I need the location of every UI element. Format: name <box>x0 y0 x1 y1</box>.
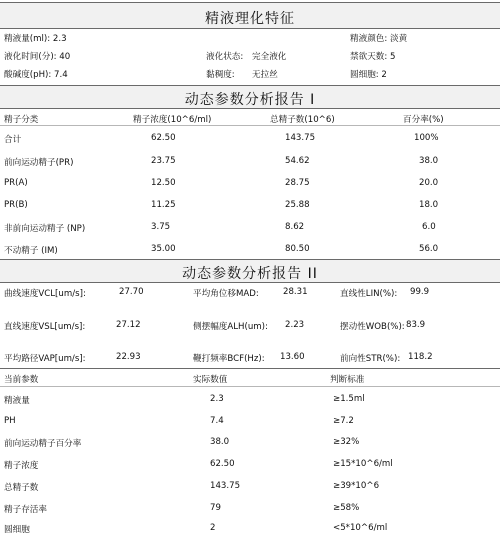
semen-color: 精液颜色: 淡黄 <box>350 34 408 44</box>
vap-value: 22.93 <box>116 352 141 362</box>
standard-cell: <5*10^6/ml <box>333 523 388 533</box>
category-cell: 非前向运动精子 (NP) <box>4 224 86 234</box>
liquefaction-state-value: 完全液化 <box>252 52 287 62</box>
divider <box>0 125 500 126</box>
category-cell: 前向运动精子(PR) <box>4 158 74 168</box>
str-value: 118.2 <box>408 352 433 362</box>
mad-label: 平均角位移MAD: <box>193 289 259 299</box>
column-header: 总精子数(10^6) <box>270 115 335 125</box>
vcl-value: 27.70 <box>119 287 144 297</box>
percent-cell: 20.0 <box>419 178 439 188</box>
total-cell: 143.75 <box>285 133 316 143</box>
section-title-dynamic-2: 动态参数分析报告 II <box>182 266 318 282</box>
parameter-cell: 精子浓度 <box>4 461 39 471</box>
viscosity-value: 无拉丝 <box>252 70 278 80</box>
total-cell: 28.75 <box>285 178 310 188</box>
actual-value-cell: 143.75 <box>210 481 241 491</box>
standard-cell: ≥7.2 <box>333 416 354 426</box>
semen-volume: 精液量(ml): 2.3 <box>4 34 67 44</box>
actual-value-cell: 79 <box>210 503 221 513</box>
divider <box>0 282 500 283</box>
section-title-physicochemical: 精液理化特征 <box>205 11 295 27</box>
actual-value-cell: 62.50 <box>210 459 235 469</box>
total-cell: 25.88 <box>285 200 310 210</box>
category-cell: 合计 <box>4 135 22 145</box>
wob-value: 83.9 <box>406 320 426 330</box>
standard-cell: ≥32% <box>333 437 360 447</box>
standard-cell: ≥15*10^6/ml <box>333 459 393 469</box>
alh-value: 2.23 <box>285 320 305 330</box>
parameter-cell: 前向运动精子百分率 <box>4 439 82 449</box>
bcf-value: 13.60 <box>280 352 305 362</box>
vcl-label: 曲线速度VCL[um/s]: <box>4 289 86 299</box>
bcf-label: 鞭打频率BCF(Hz): <box>193 354 265 364</box>
concentration-cell: 3.75 <box>151 222 171 232</box>
column-header: 当前参数 <box>4 375 39 385</box>
column-header: 精子分类 <box>4 115 39 125</box>
divider <box>0 28 500 29</box>
percent-cell: 100% <box>414 133 439 143</box>
column-header: 百分率(%) <box>403 115 444 125</box>
standard-cell: ≥1.5ml <box>333 394 365 404</box>
ph-value: 酸碱度(pH): 7.4 <box>4 70 68 80</box>
concentration-cell: 11.25 <box>151 200 176 210</box>
total-cell: 8.62 <box>285 222 305 232</box>
lin-label: 直线性LIN(%): <box>340 289 398 299</box>
actual-value-cell: 38.0 <box>210 437 230 447</box>
vsl-label: 直线速度VSL[um/s]: <box>4 322 86 332</box>
column-header: 实际数值 <box>193 375 228 385</box>
liquefaction-time: 液化时间(分): 40 <box>4 52 71 62</box>
category-cell: 不动精子 (IM) <box>4 246 58 256</box>
str-label: 前向性STR(%): <box>340 354 401 364</box>
mad-value: 28.31 <box>283 287 308 297</box>
wob-label: 摆动性WOB(%): <box>340 322 405 332</box>
parameter-cell: 精液量 <box>4 396 30 406</box>
category-cell: PR(B) <box>4 200 28 210</box>
concentration-cell: 62.50 <box>151 133 176 143</box>
percent-cell: 6.0 <box>422 222 436 232</box>
abstinence-days: 禁欲天数: 5 <box>350 52 396 62</box>
percent-cell: 38.0 <box>419 156 439 166</box>
divider <box>0 368 500 369</box>
actual-value-cell: 7.4 <box>210 416 224 426</box>
column-header: 判断标准 <box>330 375 365 385</box>
vap-label: 平均路径VAP[um/s]: <box>4 354 86 364</box>
section-title-dynamic-1: 动态参数分析报告 I <box>184 92 316 108</box>
concentration-cell: 23.75 <box>151 156 176 166</box>
round-cells: 圆细胞: 2 <box>350 70 387 80</box>
divider <box>0 108 500 109</box>
parameter-cell: 精子存活率 <box>4 505 47 515</box>
concentration-cell: 35.00 <box>151 244 176 254</box>
category-cell: PR(A) <box>4 178 28 188</box>
actual-value-cell: 2.3 <box>210 394 224 404</box>
standard-cell: ≥58% <box>333 503 360 513</box>
parameter-cell: 圆细胞 <box>4 525 30 535</box>
total-cell: 80.50 <box>285 244 310 254</box>
concentration-cell: 12.50 <box>151 178 176 188</box>
actual-value-cell: 2 <box>210 523 216 533</box>
total-cell: 54.62 <box>285 156 310 166</box>
liquefaction-state-label: 液化状态: <box>206 52 244 62</box>
alh-label: 侧摆幅度ALH(um): <box>193 322 268 332</box>
parameter-cell: 总精子数 <box>4 483 39 493</box>
parameter-cell: PH <box>4 416 16 426</box>
percent-cell: 18.0 <box>419 200 439 210</box>
percent-cell: 56.0 <box>419 244 439 254</box>
lin-value: 99.9 <box>410 287 430 297</box>
divider <box>0 386 500 387</box>
vsl-value: 27.12 <box>116 320 141 330</box>
column-header: 精子浓度(10^6/ml) <box>133 115 212 125</box>
viscosity-label: 黏稠度: <box>206 70 235 80</box>
standard-cell: ≥39*10^6 <box>333 481 380 491</box>
